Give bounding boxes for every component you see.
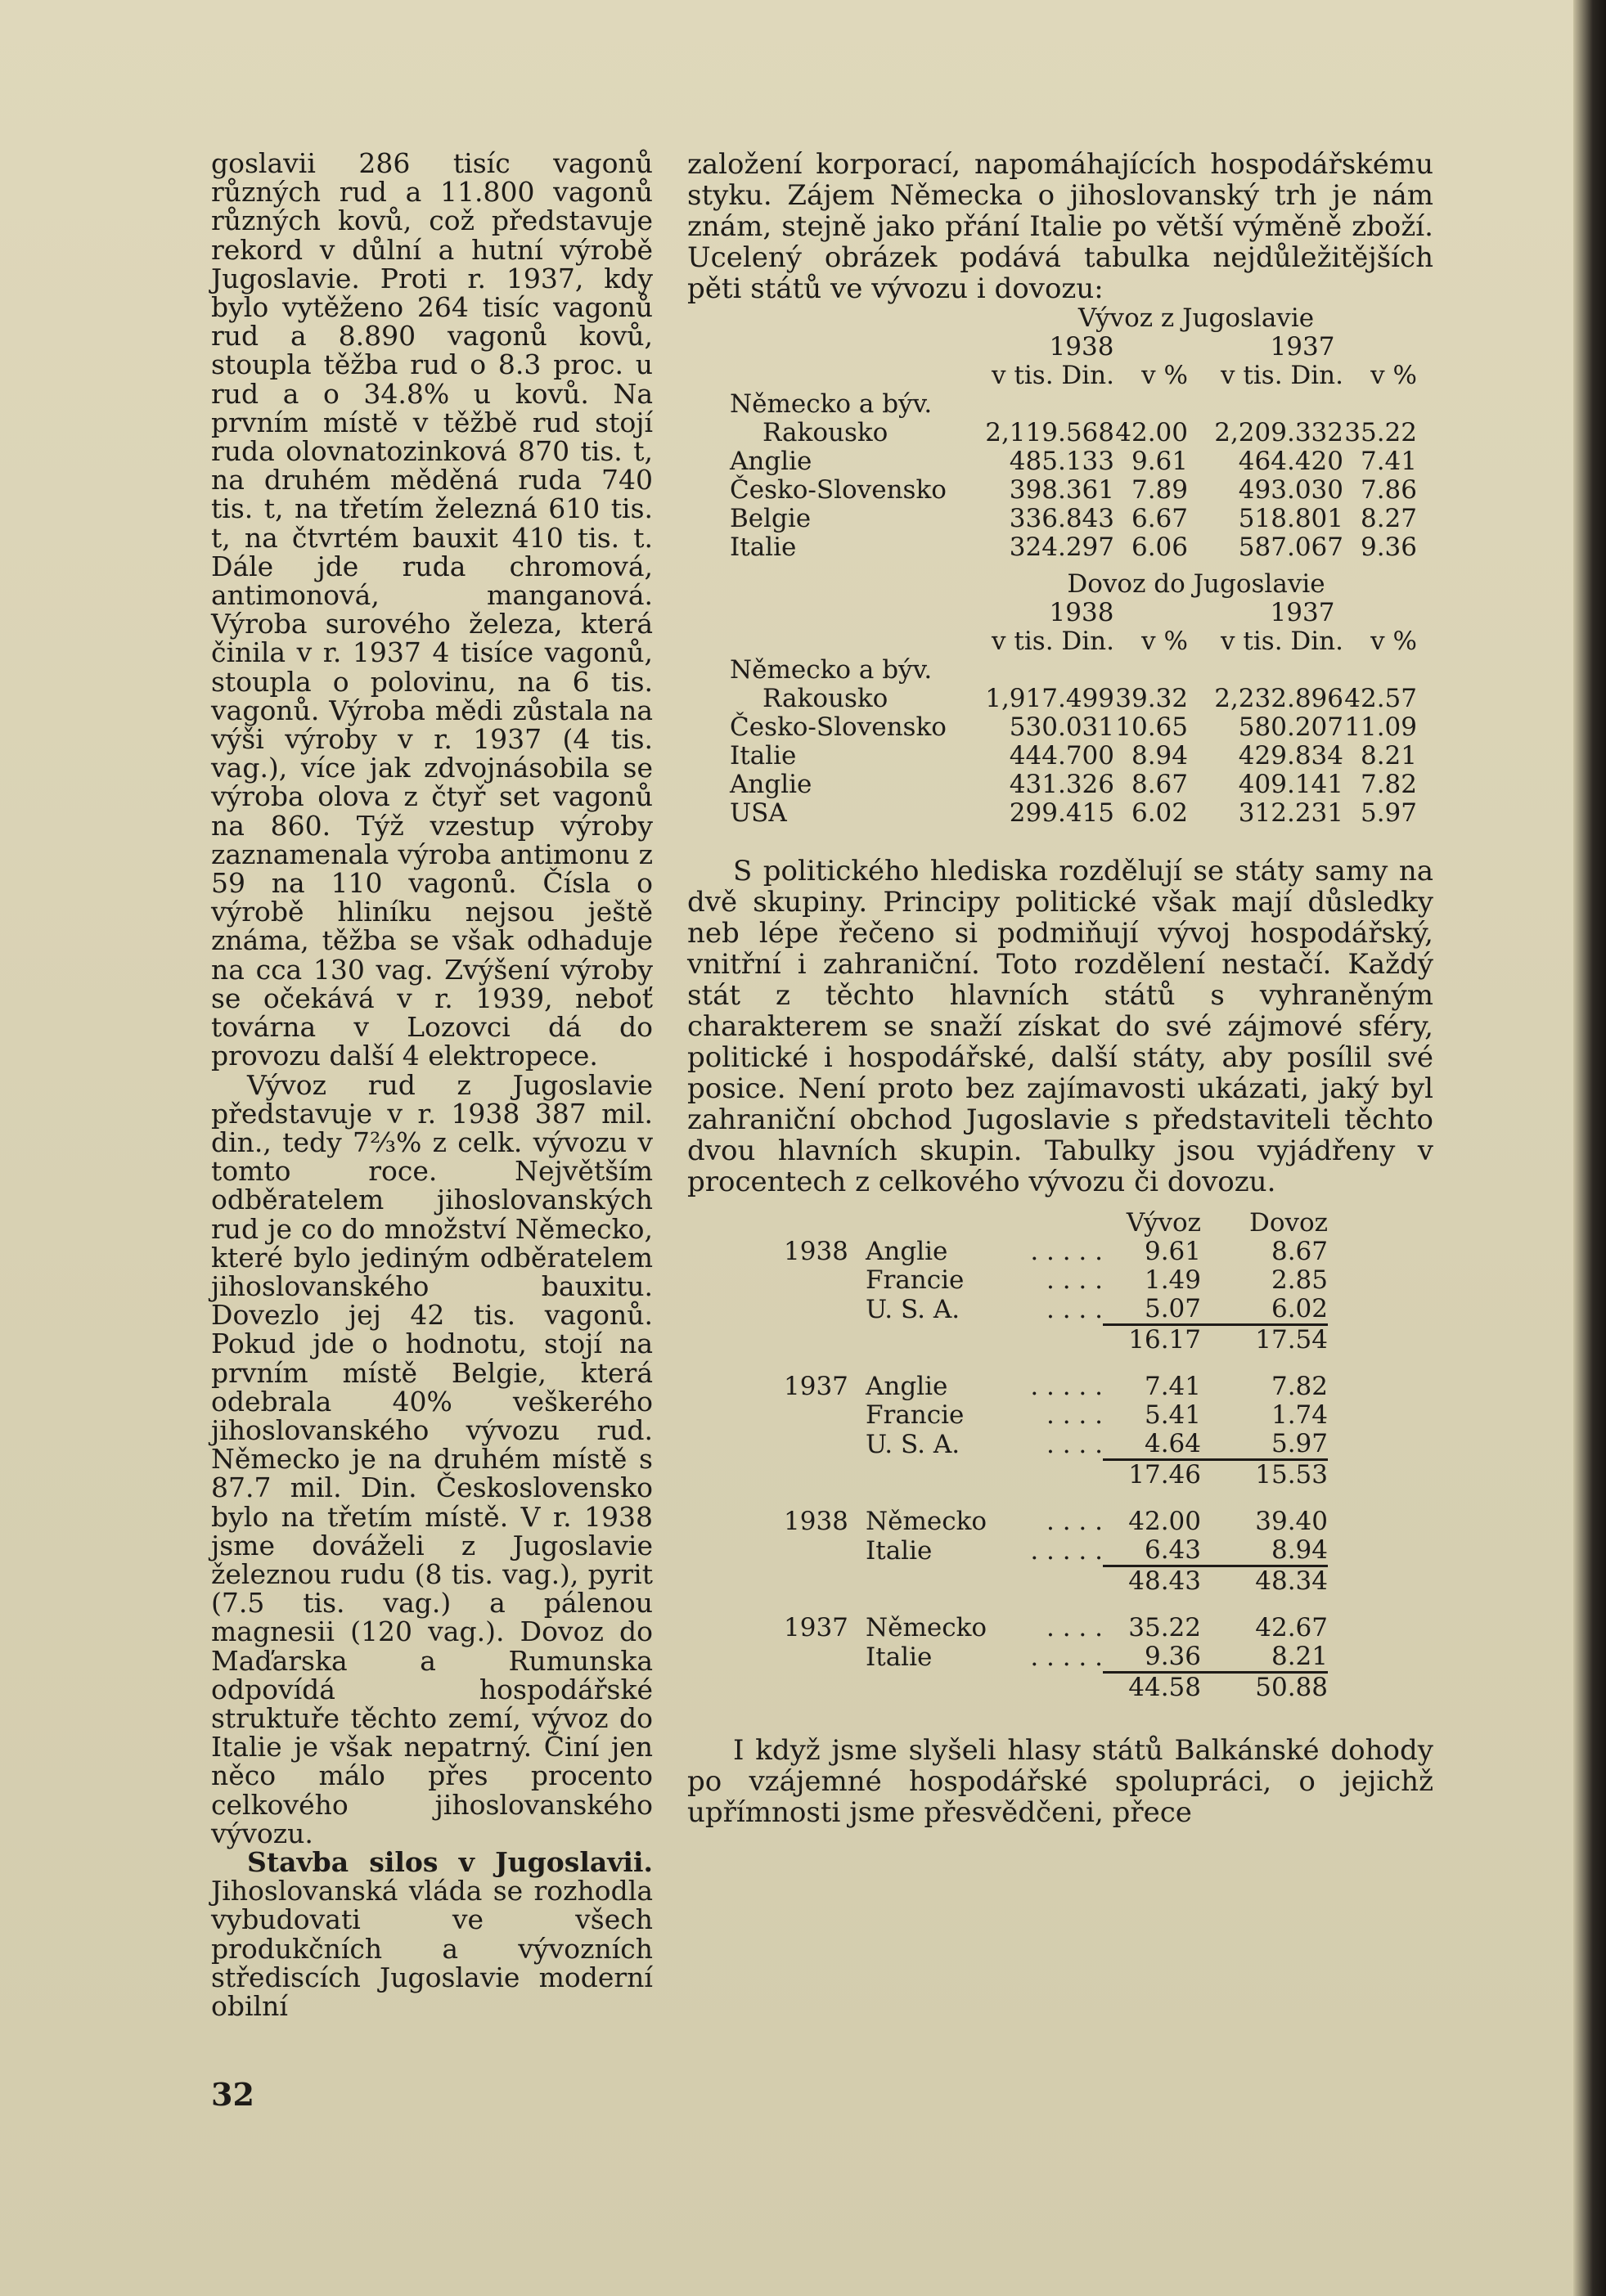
percent-cell: 7.89 [1131,475,1188,505]
summary-table-body [784,1238,1328,1702]
country-cell: Italie [730,741,797,771]
leader-dots: . . . . . [1030,1535,1103,1566]
empty-cell [866,1673,1021,1703]
percent-cell: 6.67 [1131,504,1188,533]
country-cell: Rakousko [763,684,888,713]
import-cell: 8.21 [1271,1642,1328,1671]
value-cell: 580.207 [1238,712,1343,742]
country-cell: Anglie [866,1372,948,1401]
country-cell: Italie [730,532,797,562]
export-cell: 9.36 [1144,1642,1201,1671]
table-row [730,533,1417,562]
country-cell: Francie [866,1265,965,1295]
value-cell: 2,232.896 [1214,684,1343,713]
import-table-caption: Dovoz do Jugoslavie [1067,569,1325,599]
value-cell: 493.030 [1238,475,1343,505]
export-group-label: Německo a býv. [730,389,933,419]
country-cell: Německo [866,1507,987,1536]
import-col-value: v tis. Din. [992,627,1114,656]
table-row [730,476,1417,505]
table-row [730,447,1417,476]
empty-cell [784,1673,866,1703]
table-row [730,685,1417,713]
leader-dots: . . . . . [1030,1642,1103,1672]
import-cell: 2.85 [1271,1265,1328,1295]
table-row [730,505,1417,533]
total-import-cell: 50.88 [1201,1673,1328,1703]
value-cell: 464.420 [1238,447,1343,476]
export-table [730,304,1417,562]
export-col-pct-2: v % [1370,361,1417,390]
percent-cell: 8.94 [1131,741,1188,771]
empty-cell [784,1266,866,1295]
percent-cell: 7.41 [1360,447,1417,476]
value-cell: 444.700 [1009,741,1114,771]
total-export-cell: 17.46 [1103,1460,1201,1490]
year-cell: 1938 [784,1237,848,1266]
percent-cell: 9.36 [1360,532,1417,562]
import-year-1937: 1937 [1270,598,1335,627]
leader-dots: . . . . [1046,1294,1103,1324]
table-row [730,771,1417,799]
import-cell: 42.67 [1255,1613,1328,1642]
country-cell: Německo [866,1613,987,1642]
import-cell: 7.82 [1271,1372,1328,1401]
import-cell: 6.02 [1271,1294,1328,1323]
import-cell: 1.74 [1271,1400,1328,1430]
leader-dots: . . . . . [1030,1237,1103,1266]
leader-dots: . . . . . [1030,1372,1103,1401]
spacer-row [784,1355,1328,1373]
percent-cell: 6.02 [1131,798,1188,828]
empty-cell [784,1325,866,1355]
page-edge-shadow [1573,0,1606,2296]
value-cell: 312.231 [1238,798,1343,828]
empty-cell [784,1642,866,1673]
paragraph-silos [211,1845,653,2022]
table-row [730,742,1417,771]
import-table [730,570,1417,828]
export-year-1937: 1937 [1270,332,1335,362]
value-cell: 518.801 [1238,504,1343,533]
import-cell: 39.40 [1255,1507,1328,1536]
empty-cell [784,1460,866,1490]
percent-cell: 11.09 [1344,712,1417,742]
country-cell: U. S. A. [866,1294,960,1324]
export-year-1938: 1938 [1049,332,1114,362]
export-col-value: v tis. Din. [992,361,1114,390]
empty-cell [866,1325,1021,1355]
percent-cell: 10.65 [1115,712,1188,742]
table-row [784,1430,1328,1460]
total-row [784,1673,1328,1703]
percent-cell: 8.67 [1131,770,1188,799]
spacer-row [784,1596,1328,1614]
leader-dots: . . . . [1046,1507,1103,1536]
import-cell: 8.67 [1271,1237,1328,1266]
paragraph-intro: založení korporací, napomáhajících hospodářskému styku. Zájem Německa o jihoslovanský trh je nám znám, stejně jako přání Italie po větší výměně zboží. Ucelený obrázek podává tabulka nejdůležitějších pěti států ve vývozu i dovozu: [687,148,1433,305]
percent-cell: 5.97 [1360,798,1417,828]
percent-cell: 8.27 [1360,504,1417,533]
percent-cell: 9.61 [1131,447,1188,476]
summary-head-export: Vývoz [1126,1208,1201,1238]
country-cell: Anglie [730,770,812,799]
value-cell: 324.297 [1009,532,1114,562]
country-cell: Rakousko [763,418,888,447]
total-export-cell: 48.43 [1103,1566,1201,1597]
table-row [784,1507,1328,1536]
empty-cell [1021,1460,1103,1490]
country-cell: USA [730,798,787,828]
value-cell: 336.843 [1009,504,1114,533]
export-cell: 42.00 [1128,1507,1201,1536]
total-export-cell: 16.17 [1103,1325,1201,1355]
import-col-value-2: v tis. Din. [1221,627,1343,656]
right-column [687,149,1433,1828]
export-cell: 9.61 [1144,1237,1201,1266]
paragraph-ore-export: Vývoz rud z Jugoslavie představuje v r. 1938 387 mil. din., tedy 7⅔% z celk. vývozu v tomto roce. Největším odběratelem jihoslovanských rud je co do množství Německo, které bylo jediným odběratelem jihoslovanského bauxitu. Dovezlo jej 42 tis. vagonů. Pokud jde o hodnotu, stojí na prvním místě Belgie, která odebrala 40% veškerého jihoslovanského vývozu rud. Německo je na druhém místě s 87.7 mil. Din. Československo bylo na třetím místě. V r. 1938 jsme dováželi z Jugoslavie železnou rudu (8 tis. vag.), pyrit (7.5 tis. vag.) a pálenou magnesii (120 vag.). Dovoz do Maďarska a Rumunska odpovídá hospodářské struktuře těchto zemí, vývoz do Italie je však nepatrný. Činí jen něco málo přes procento celkového jihoslovanského vývozu. [211,1068,653,1849]
value-cell: 398.361 [1009,475,1114,505]
paragraph-ore-production: goslavii 286 tisíc vagonů různých rud a 11.800 vagonů různých kovů, což představuje rekord v důlní a hutní výrobě Jugoslavie. Proti r. 1937, kdy bylo vytěženo 264 tisíc vagonů rud a 8.890 vagonů kovů, stoupla těžba rud o 8.3 proc. u rud a o 34.8% u kovů. Na prvním místě v těžbě rud stojí ruda olovnatozinková 870 tis. t, na druhém měděná ruda 740 tis. t, na třetím železná 610 tis. t, na čtvrtém bauxit 410 tis. t. Dále jde ruda chromová, antimonová, manganová. Výroba surového železa, která činila v r. 1937 4 tisíce vagonů, stoupla o polovinu, na 6 tis. vagonů. Výroba mědi zůstala na výši výroby v r. 1937 (4 tis. vag.), více jak zdvojnásobila se výroba olova z čtyř set vagonů na 860. Týž vzestup výroby zaznamenala výroba antimonu z 59 na 110 vagonů. Čísla o výrobě hliníku nejsou ještě známa, těžba se však odhaduje na cca 130 vag. Zvýšení výroby se očekává v r. 1939, neboť továrna v Lozovci dá do provozu další 4 elektropece. [211,147,653,1072]
import-cell: 5.97 [1271,1429,1328,1458]
total-import-cell: 15.53 [1201,1460,1328,1490]
spacer-row [784,1489,1328,1507]
country-cell: Česko-Slovensko [730,712,947,742]
export-cell: 5.07 [1144,1294,1201,1323]
empty-cell [1021,1325,1103,1355]
table-row [784,1614,1328,1642]
leader-dots: . . . . [1046,1400,1103,1430]
percent-cell: 6.06 [1131,532,1188,562]
import-col-pct: v % [1141,627,1188,656]
value-cell: 429.834 [1238,741,1343,771]
paragraph-politics: S politického hlediska rozdělují se státy samy na dvě skupiny. Principy politické však mají důsledky neb lépe řečeno si podmiňují vývoj hospodářský, vnitřní i zahraniční. Toto rozdělení nestačí. Každý stát z těchto hlavních států s vyhraněným charakterem se snaží získat do své zájmové sféry, politické i hospodářské, další státy, aby posílil své posice. Není proto bez zajímavosti ukázati, jaký byl zahraniční obchod Jugoslavie s představiteli těchto dvou hlavních skupin. Tabulky jsou vyjádřeny v procentech z celkového vývozu či dovozu. [687,855,1433,1198]
table-row [784,1295,1328,1325]
table-row [730,713,1417,742]
total-import-cell: 17.54 [1201,1325,1328,1355]
empty-cell [784,1295,866,1325]
export-cell: 7.41 [1144,1372,1201,1401]
total-row [784,1566,1328,1597]
value-cell: 299.415 [1009,798,1114,828]
export-cell: 35.22 [1128,1613,1201,1642]
leader-dots: . . . . [1046,1613,1103,1642]
value-cell: 431.326 [1009,770,1114,799]
silos-heading: Stavba silos v Jugoslavii. [247,1845,653,1878]
percent-cell: 42.57 [1344,684,1417,713]
percent-cell: 7.82 [1360,770,1417,799]
table-row [730,799,1417,828]
value-cell: 530.031 [1009,712,1114,742]
export-table-caption: Vývoz z Jugoslavie [1077,303,1315,333]
country-cell: Francie [866,1400,965,1430]
empty-cell [866,1566,1021,1597]
empty-cell [784,1536,866,1566]
export-cell: 4.64 [1144,1429,1201,1458]
year-cell: 1937 [784,1372,848,1401]
country-cell: Anglie [866,1237,948,1266]
percent-cell: 35.22 [1344,418,1417,447]
import-year-1938: 1938 [1049,598,1114,627]
leader-dots: . . . . [1046,1429,1103,1459]
export-col-value-2: v tis. Din. [1221,361,1343,390]
country-cell: Italie [866,1642,933,1672]
table-row [730,419,1417,447]
table-row [784,1536,1328,1566]
page-number: 32 [211,2076,254,2113]
empty-cell [784,1401,866,1430]
value-cell: 1,917.499 [985,684,1114,713]
export-cell: 1.49 [1144,1265,1201,1295]
total-row [784,1325,1328,1355]
year-cell: 1938 [784,1507,848,1536]
country-cell: Belgie [730,504,812,533]
total-import-cell: 48.34 [1201,1566,1328,1597]
value-cell: 587.067 [1238,532,1343,562]
left-column [211,149,653,2020]
silos-text: Jihoslovanská vláda se rozhodla vybudovati ve všech produkčních a vývozních střediscích Jugoslavie moderní obilní [211,1875,653,2022]
percent-cell: 42.00 [1115,418,1188,447]
summary-table [784,1209,1328,1702]
table-row [784,1401,1328,1430]
empty-cell [784,1430,866,1460]
percent-cell: 39.32 [1115,684,1188,713]
value-cell: 2,209.332 [1214,418,1343,447]
export-cell: 5.41 [1144,1400,1201,1430]
total-row [784,1460,1328,1490]
table-row [784,1266,1328,1295]
empty-cell [1021,1566,1103,1597]
empty-cell [866,1460,1021,1490]
country-cell: Česko-Slovensko [730,475,947,505]
table-row [784,1238,1328,1266]
country-cell: Italie [866,1535,933,1566]
import-cell: 8.94 [1271,1535,1328,1565]
value-cell: 409.141 [1238,770,1343,799]
export-cell: 6.43 [1144,1535,1201,1565]
country-cell: Anglie [730,447,812,476]
import-table-body [730,685,1417,828]
empty-cell [784,1566,866,1597]
percent-cell: 7.86 [1360,475,1417,505]
year-cell: 1937 [784,1613,848,1642]
value-cell: 2,119.568 [985,418,1114,447]
total-export-cell: 44.58 [1103,1673,1201,1703]
paragraph-closing: I když jsme slyšeli hlasy států Balkánské dohody po vzájemné hospodářské spolupráci, o jejichž upřímnosti jsme přesvědčeni, přece [687,1734,1433,1829]
leader-dots: . . . . [1046,1265,1103,1295]
percent-cell: 8.21 [1360,741,1417,771]
import-group-label: Německo a býv. [730,655,933,685]
export-col-pct: v % [1141,361,1188,390]
table-row [784,1373,1328,1401]
country-cell: U. S. A. [866,1429,960,1459]
value-cell: 485.133 [1009,447,1114,476]
table-row [784,1642,1328,1673]
summary-head-import: Dovoz [1248,1208,1328,1238]
export-table-body [730,419,1417,562]
empty-cell [1021,1673,1103,1703]
import-col-pct-2: v % [1370,627,1417,656]
